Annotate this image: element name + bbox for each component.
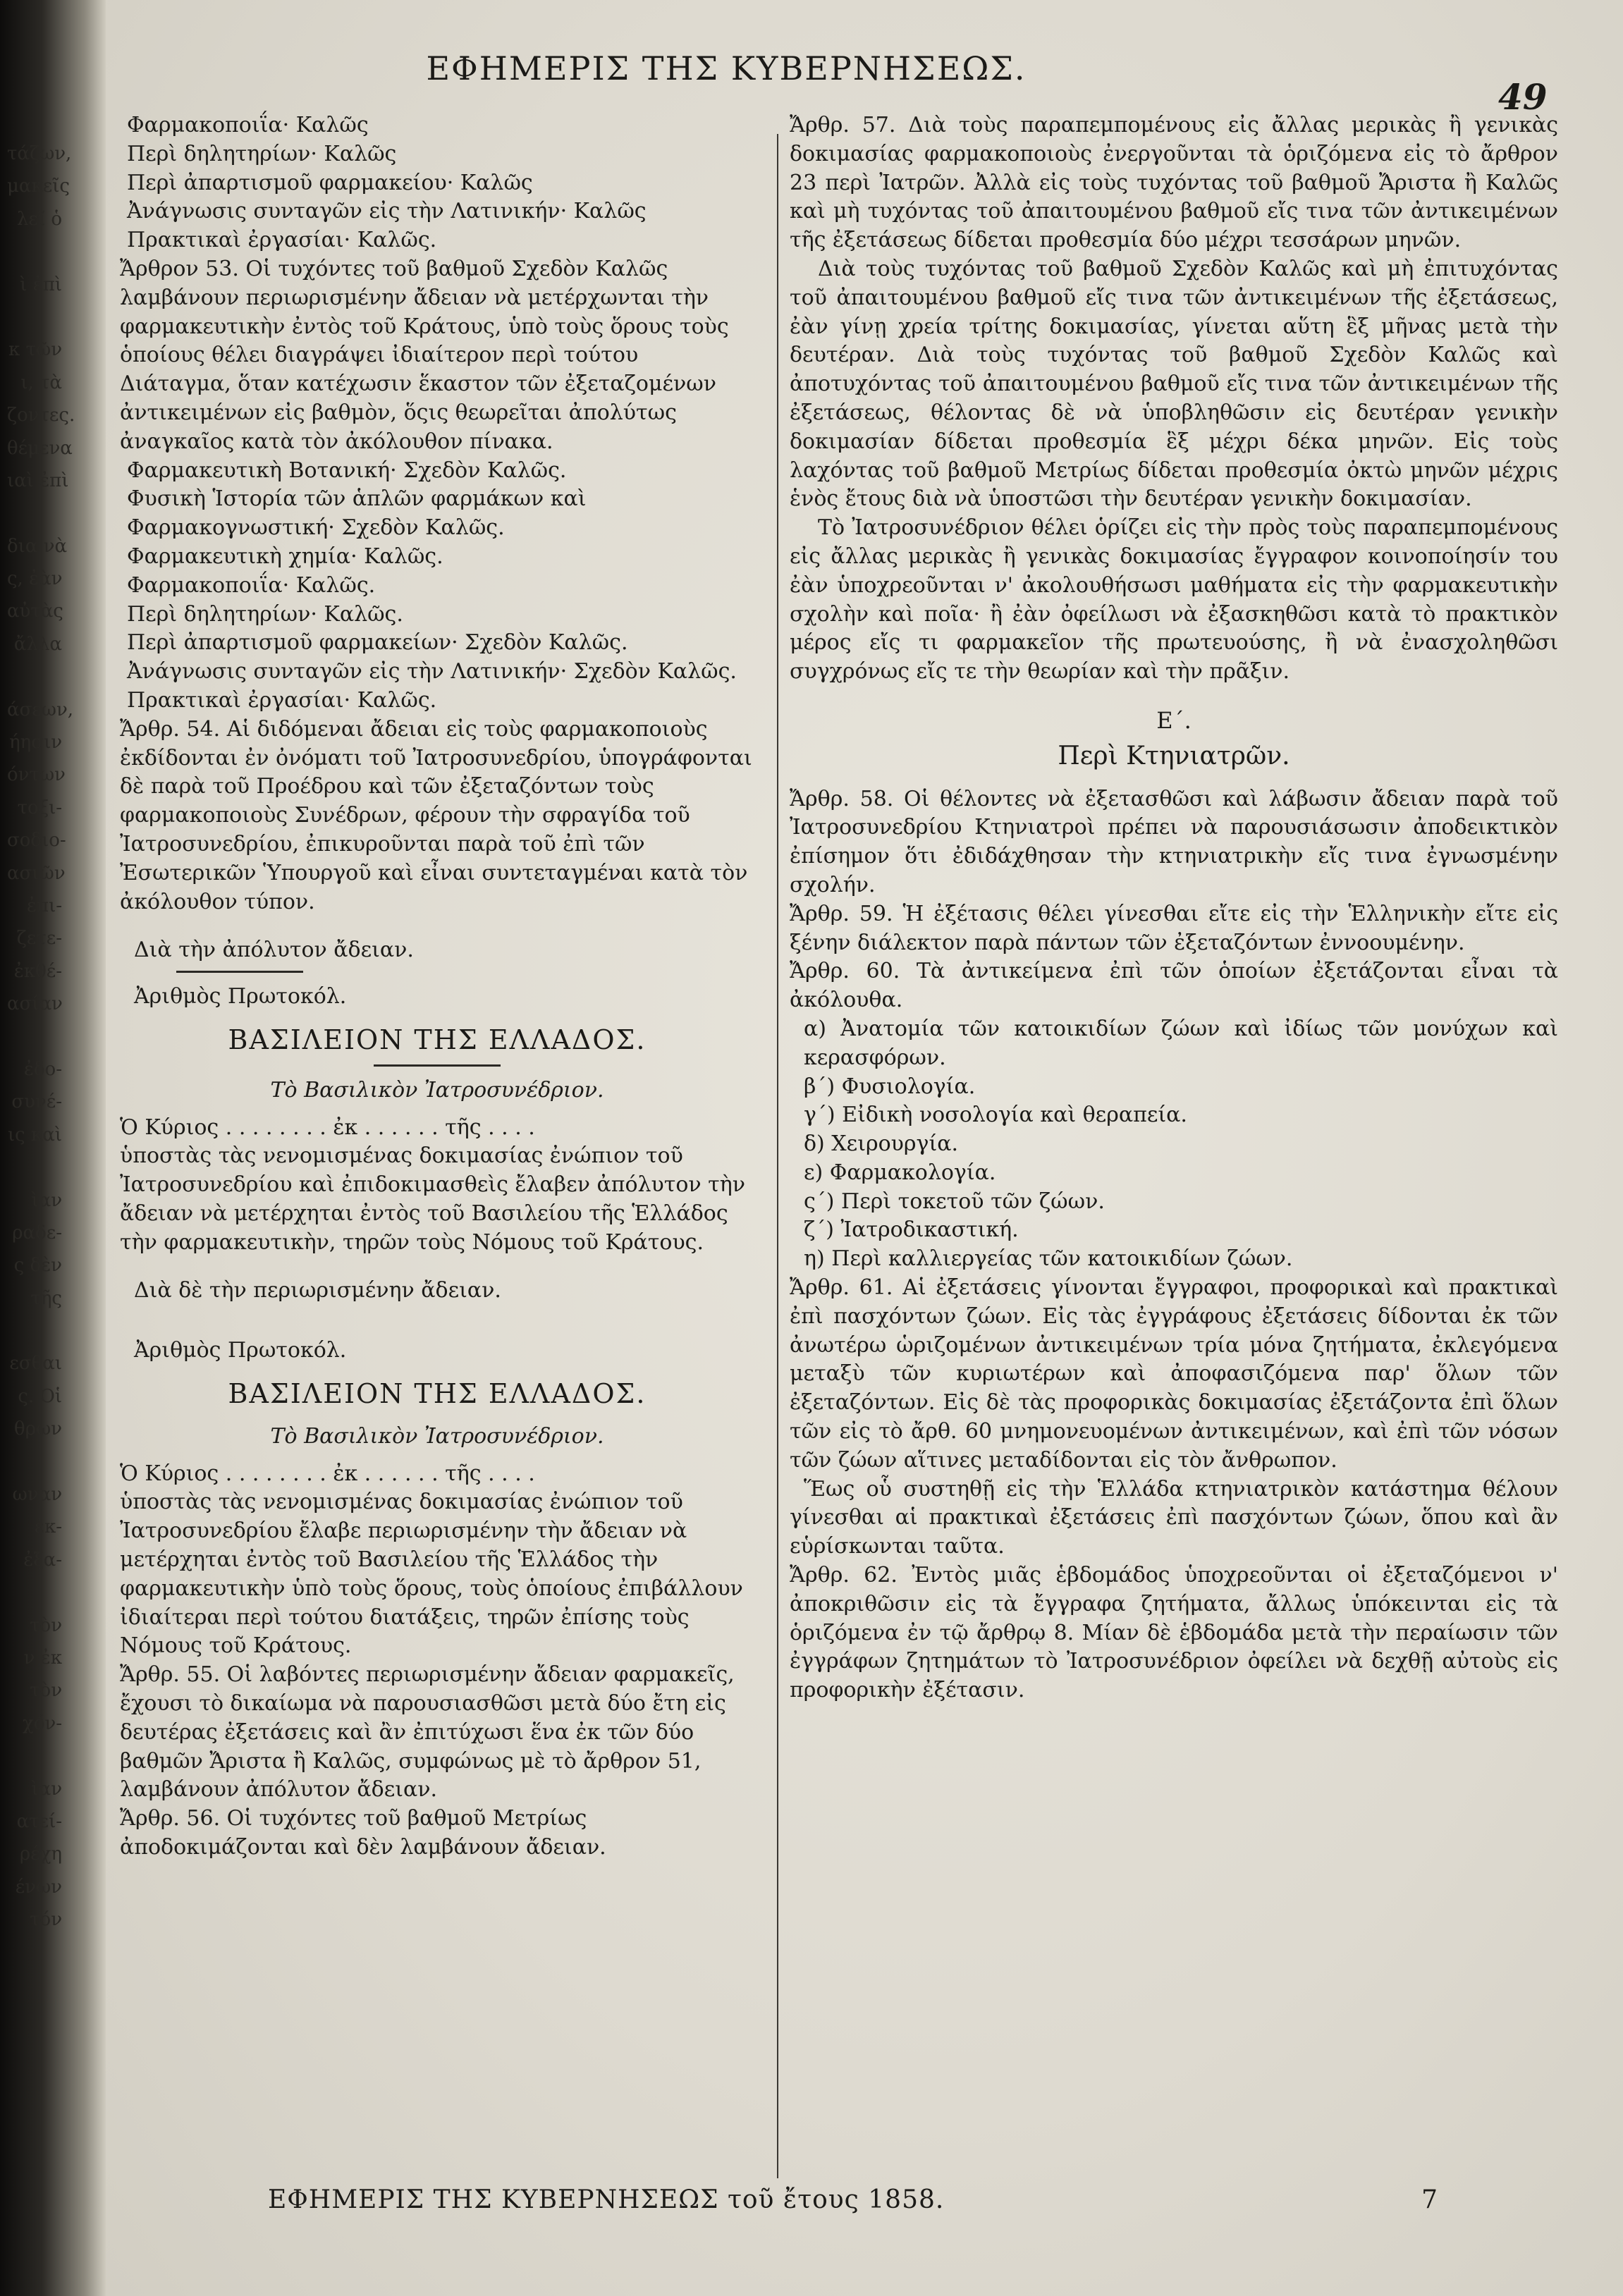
gutter-fragment: ις καὶ — [7, 1124, 62, 1146]
column-divider — [777, 134, 778, 2178]
left-column — [120, 111, 754, 1862]
gutter-fragment: τάζων, — [7, 143, 72, 164]
form2-council: Τὸ Βασιλικὸν Ἰατροσυνέδριον. — [270, 1423, 604, 1449]
page-number: 49 — [1498, 76, 1548, 118]
gutter-fragment: ὶ ἐπὶ — [20, 274, 62, 295]
gutter-fragment: όντων — [7, 764, 66, 786]
subject-item: ε) Φαρμακολογία. — [804, 1160, 996, 1185]
gutter-fragment: ς, ἐὰν — [7, 568, 63, 590]
sheet-number: 7 — [1421, 2185, 1438, 2214]
article-54: Ἄρθρ. 54. Αἱ διδόμεναι ἄδειαι εἰς τοὺς φαρμακοποιοὺς ἐκδίδονται ἐν ὀνόματι τοῦ Ἰατροσυνεδρίου, ὑπογράφονται δὲ παρὰ τοῦ Προέδρου καὶ τῶν ἐξεταζόντων τοὺς φαρμακοποιοὺς Συνέδρων, φέρουν τὴν σφραγίδα τοῦ Ἰατροσυνεδρίου, ἐπικυροῦνται παρὰ τοῦ ἐπὶ τῶν Ἐσωτερικῶν Ὑπουργοῦ καὶ εἶναι συντεταγμέναι κατὰ τὸν ἀκόλουθον τύπον. — [120, 716, 752, 914]
subject-item: γ΄) Εἰδικὴ νοσολογία καὶ θεραπεία. — [804, 1103, 1187, 1128]
article-57-third-paragraph: Τὸ Ἰατροσυνέδριον θέλει ὁρίζει εἰς τὴν πρὸς τοὺς παραπεμπομένους εἰς ἄλλας μερικὰς ἢ γενικὰς δοκιμασίας ἔγγραφον κοινοποίησίν του ἐὰν ὑποχρεοῦνται ν' ἀκολουθήσωσι μαθήματα εἰς τὴν φαρμακευτικὴν σχολὴν καὶ ποῖα· ἢ ἐὰν ὀφείλωσι νὰ ἐξασκηθῶσι κατὰ τὸ πρακτικὸν μέρος εἴς τι φαρμακεῖον τῆς πρωτευούσης, ἢ νὰ ἐνασχοληθῶσι συγχρόνως εἴς τε τὴν θεωρίαν καὶ τὴν πρᾶξιν. — [790, 515, 1558, 684]
section-title: Περὶ Κτηνιατρῶν. — [1058, 741, 1290, 771]
gutter-fragment: εσθαι — [9, 1353, 62, 1375]
gutter-fragment: ἐκ- — [35, 1516, 62, 1538]
article-58: Ἄρθρ. 58. Οἱ θέλοντες νὰ ἐξετασθῶσι καὶ λάβωσιν ἄδειαν παρὰ τοῦ Ἰατροσυνεδρίου Κτηνιατροὶ πρέπει νὰ παρουσιάσωσιν ἀποδεικτικὸν ἐπίσημον ὅτι ἐδιδάχθησαν τὴν κτηνιατρικὴν εἴς τινα ἐγνωσμένην σχολήν. — [790, 786, 1558, 897]
grade-line: Πρακτικαὶ ἐργασίαι· Καλῶς. — [127, 687, 437, 713]
gutter-fragment — [7, 1576, 62, 1609]
gutter-fragment: ἐκθέ- — [13, 960, 62, 982]
gutter-fragment: ιαὶ ἐπὶ — [7, 469, 69, 491]
gutter-fragment: τοξι- — [17, 797, 62, 818]
gutter-fragment: ὶαν — [31, 1778, 62, 1800]
gutter-fragment: ατεί- — [16, 1810, 62, 1832]
gutter-fragment: δια νὰ — [7, 535, 68, 557]
gutter-fragment — [7, 661, 62, 693]
gutter-fragment: ασιῶν — [7, 862, 66, 884]
gutter-fragment: ὶαν — [31, 1189, 62, 1211]
gutter-fragment: ς. Οἱ — [18, 1385, 62, 1407]
gutter-fragment: ζοντες. — [7, 405, 75, 426]
gutter-fragment: ασίαν — [7, 993, 63, 1015]
book-gutter — [0, 0, 106, 2296]
grade-line: Περὶ δηλητηρίων· Καλῶς. — [127, 601, 403, 627]
article-62: Ἄρθρ. 62. Ἐντὸς μιᾶς ἑβδομάδος ὑποχρεοῦνται οἱ ἐξεταζόμενοι ν' ἀποκριθῶσιν εἰς τὰ ἔγγραφα ζητήματα, ἄλλως ὑπόκεινται εἰς τὰ ὁριζόμενα ἐν τῷ ἄρθρῳ 8. Μίαν δὲ ἑβδομάδα μετὰ τὴν περαίωσιν τῶν ἐγγράφων ζητημάτων τὸ Ἰατροσυνέδριον ὀφείλει νὰ δεχθῇ αὐτοὺς εἰς προφορικὴν ἐξέτασιν. — [790, 1563, 1558, 1703]
right-column — [790, 111, 1558, 1705]
gutter-fragment: ς δὲν — [13, 1255, 62, 1277]
grade-line: Ἀνάγνωσις συνταγῶν εἰς τὴν Λατινικήν· Καλῶς — [127, 199, 647, 224]
subject-item: α) Ἀνατομία τῶν κατοικιδίων ζώων καὶ ἰδίως τῶν μονύχων καὶ κερασφόρων. — [804, 1016, 1558, 1070]
gutter-fragment: συνέ- — [11, 1091, 62, 1113]
article-60: Ἄρθρ. 60. Τὰ ἀντικείμενα ἐπὶ τῶν ὁποίων ἐξετάζονται εἶναι τὰ ἀκόλουθα. — [790, 959, 1558, 1013]
grade-line: Φαρμακευτικὴ χημία· Καλῶς. — [127, 544, 443, 569]
gutter-fragment — [7, 497, 62, 529]
form2-blank-line: Ὁ Κύριος . . . . . . . . ἐκ . . . . . . τῆς . . . . — [120, 1461, 535, 1486]
gutter-fragment: ἐδο- — [23, 1058, 62, 1080]
article-55: Ἄρθρ. 55. Οἱ λαβόντες περιωρισμένην ἄδειαν φαρμακεῖς, ἔχουσι τὸ δικαίωμα νὰ παρουσιασθῶσι μετὰ δύο ἔτη εἰς δευτέρας ἐξετάσεις καὶ ἂν ἐπιτύχωσι ἕνα ἐκ τῶν δύο βαθμῶν Ἄριστα ἢ Καλῶς, συμφώνως μὲ τὸ ἄρθρον 51, λαμβάνουν ἀπόλυτον ἄδειαν. — [120, 1662, 735, 1803]
gutter-fragment: ν ἐκ — [23, 1647, 62, 1669]
gutter-fragment: τῆς — [30, 1287, 62, 1309]
article-61: Ἄρθρ. 61. Αἱ ἐξετάσεις γίνονται ἔγγραφοι, προφορικαὶ καὶ πρακτικαὶ ἐπὶ πασχόντων ζώων. Εἰς τὰς ἐγγράφους ἐξετάσεις δίδονται ἐκ τῶν ἀνωτέρω ὡριζομένων ἀντικειμένων τρία μόνα ζητήματα, ἐκλεγόμενα μεταξὺ τῶν κυριωτέρων καὶ ἀποφασιζόμενα παρ' ὅλων τῶν ἐξεταζόντων. Εἰς δὲ τὰς προφορικὰς δοκιμασίας ἐξετάζοντα ἐπὶ ὅλων τῶν εἰς τὸ ἄρθ. 60 μνημονευομένων ἀντικειμένων, καὶ ἐπὶ τῶν νόσων τῶν ζώων αἵτινες μεταδίδονται εἰς τὸν ἄνθρωπον. — [790, 1275, 1558, 1473]
article-56: Ἄρθρ. 56. Οἱ τυχόντες τοῦ βαθμοῦ Μετρίως ἀποδοκιμάζονται καὶ δὲν λαμβάνουν ἄδειαν. — [120, 1806, 606, 1860]
gutter-fragment — [7, 1151, 62, 1184]
gutter-fragment: τὸν — [30, 1614, 62, 1636]
gutter-fragment: λεῖ ὁ — [16, 208, 62, 230]
form2-title: Διὰ δὲ τὴν περιωρισμένην ἄδειαν. — [134, 1278, 501, 1303]
subjects-list — [790, 1015, 1558, 1274]
subject-item: ς΄) Περὶ τοκετοῦ τῶν ζώων. — [804, 1189, 1105, 1214]
grade-line: Φαρμακοποιΐα· Καλῶς. — [127, 572, 376, 598]
grade-line: Φαρμακευτικὴ Βοτανική· Σχεδὸν Καλῶς. — [127, 458, 567, 483]
gutter-fragment: τὸν — [30, 1680, 62, 1702]
subject-item: β΄) Φυσιολογία. — [804, 1074, 976, 1099]
section-letter: Ε΄. — [1156, 706, 1192, 734]
running-title: ΕΦΗΜΕΡΙΣ ΤΗΣ ΚΥΒΕΡΝΗΣΕΩΣ. — [426, 49, 1027, 87]
gutter-fragment: ραδε- — [12, 1222, 62, 1244]
gutter-fragment — [7, 1315, 62, 1347]
gutter-fragment: τόν — [30, 1909, 62, 1931]
form1-kingdom: ΒΑΣΙΛΕΙΟΝ ΤΗΣ ΕΛΛΑΔΟΣ. — [228, 1024, 647, 1055]
gutter-fragment: θέμενα — [7, 437, 73, 459]
gutter-fragment: ήησιν — [9, 732, 62, 754]
article-53: Ἄρθρον 53. Οἱ τυχόντες τοῦ βαθμοῦ Σχεδὸν Καλῶς λαμβάνουν περιωρισμένην ἄδειαν νὰ μετέρχωνται τὴν φαρμακευτικὴν ἐντὸς τοῦ Κράτους, ὑπὸ τοὺς ὅρους τοὺς ὁποίους θέλει διαγράψει ἰδιαίτερον περὶ τούτου Διάταγμα, ὅταν κατέχωσιν ἕκαστον τῶν ἐξεταζομένων ἀντικειμένων εἰς βαθμὸν, ὅςις θεωρεῖται ἀπολύτως ἀναγκαῖος κατὰ τὸν ἀκόλουθον πίνακα. — [120, 256, 729, 454]
gutter-fragment: ἐξα- — [23, 1549, 62, 1571]
divider-rule — [374, 1064, 501, 1067]
subject-item: δ) Χειρουργία. — [804, 1131, 959, 1157]
form1-protocol: Ἀριθμὸς Πρωτοκόλ. — [134, 984, 347, 1009]
form1-body: ὑποστὰς τὰς νενομισμένας δοκιμασίας ἐνώπιον τοῦ Ἰατροσυνεδρίου καὶ ἐπιδοκιμασθεὶς ἔλαβεν ἀπόλυτον τὴν ἄδειαν νὰ μετέρχηται ἐντὸς τοῦ Βασιλείου τῆς Ἑλλάδος τὴν φαρμακευτικὴν, τηρῶν τοὺς Νόμους τοῦ Κράτους. — [120, 1143, 745, 1255]
footer-title: ΕΦΗΜΕΡΙΣ ΤΗΣ ΚΥΒΕΡΝΗΣΕΩΣ τοῦ ἔτους 1858. — [268, 2185, 945, 2214]
grade-line: Περὶ δηλητηρίων· Καλῶς — [127, 141, 397, 166]
gutter-fragment: κ τῶν — [8, 339, 62, 361]
grade-line: Φαρμακοποιΐα· Καλῶς — [127, 113, 369, 137]
grades-list-a — [120, 111, 754, 255]
gutter-fragment — [7, 301, 62, 333]
gutter-fragment: ἄλλα — [13, 633, 62, 655]
subject-item: ζ΄) Ἰατροδικαστική. — [804, 1217, 1019, 1243]
gutter-fragment — [7, 1446, 62, 1478]
grade-line: Φυσικὴ Ἱστορία τῶν ἁπλῶν φαρμάκων καὶ Φαρμακογνωστική· Σχεδὸν Καλῶς. — [127, 486, 587, 541]
gutter-fragment — [7, 235, 62, 268]
form1-title: Διὰ τὴν ἀπόλυτον ἄδειαν. — [134, 938, 414, 963]
gutter-fragment: άσεων, — [7, 699, 74, 720]
gutter-fragment: ι, τὰ — [20, 372, 62, 393]
gutter-fragment: ἐπι- — [26, 895, 62, 916]
facing-page-fragments — [7, 137, 75, 1936]
form2-body: ὑποστὰς τὰς νενομισμένας δοκιμασίας ἐνώπιον τοῦ Ἰατροσυνεδρίου ἔλαβε περιωρισμένην τὴν ἄδειαν νὰ μετέρχηται ἐντὸς τοῦ Βασιλείου τῆς Ἑλλάδος τὴν φαρμακευτικὴν ὑπὸ τοὺς ὅρους, τοὺς ὁποίους ἐπιβάλλουν ἰδιαίτεραι περὶ τούτου διατάξεις, τηρῶν ἐπίσης τοὺς Νόμους τοῦ Κράτους. — [120, 1490, 743, 1659]
gutter-fragment: ζετε- — [16, 928, 62, 950]
article-61-second-paragraph: Ἕως οὗ συστηθῇ εἰς τὴν Ἑλλάδα κτηνιατρικὸν κατάστημα θέλουν γίνεσθαι αἱ πρακτικαὶ ἐξετάσεις ἐπὶ πασχόντων ζώων, ὅπου καὶ ἂν εὑρίσκωνται ταῦτα. — [790, 1476, 1558, 1559]
divider-rule — [176, 971, 303, 973]
subject-item: η) Περὶ καλλιεργείας τῶν κατοικιδίων ζώων. — [804, 1246, 1293, 1272]
form1-blank-line: Ὁ Κύριος . . . . . . . . ἐκ . . . . . . τῆς . . . . — [120, 1115, 535, 1140]
gutter-fragment: θρων — [14, 1418, 62, 1440]
grade-line: Πρακτικαὶ ἐργασίαι· Καλῶς. — [127, 228, 437, 253]
gutter-fragment: μακεῖς — [7, 176, 70, 197]
gutter-fragment — [7, 1021, 62, 1053]
gutter-fragment: ρέχη — [19, 1843, 62, 1865]
gutter-fragment: αὐτὰς — [7, 601, 63, 622]
grades-list-b — [120, 457, 754, 716]
grade-line: Περὶ ἀπαρτισμοῦ φαρμακείου· Καλῶς — [127, 170, 533, 195]
gutter-fragment: σοδιο- — [7, 830, 66, 852]
article-59: Ἄρθρ. 59. Ἡ ἐξέτασις θέλει γίνεσθαι εἴτε εἰς τὴν Ἑλληνικὴν εἴτε εἰς ξένην διάλεκτον παρὰ πάντων τῶν ἐξεταζόντων ἐννοουμένην. — [790, 901, 1558, 955]
grade-line: Περὶ ἀπαρτισμοῦ φαρμακείων· Σχεδὸν Καλῶς. — [127, 630, 628, 656]
article-57-second-paragraph: Διὰ τοὺς τυχόντας τοῦ βαθμοῦ Σχεδὸν Καλῶς καὶ μὴ ἐπιτυχόντας τοῦ ἀπαιτουμένου βαθμοῦ εἴς τινα τῶν ἀντικειμένων τῆς ἐξετάσεως, ἐὰν γίνῃ χρεία τρίτης δοκιμασίας, γίνεται αὕτη ἓξ μῆνας μετὰ τὴν δευτέραν. Διὰ τοὺς τυχόντας τοῦ βαθμοῦ Σχεδὸν Καλῶς καὶ ἀποτυχόντας τοῦ ἀπαιτουμένου βαθμοῦ εἴς τινα τῶν ἀντικειμένων τῆς ἐξετάσεως, θέλοντας δὲ νὰ ὑποβληθῶσιν εἰς δευτέραν γενικὴν δοκιμασίαν δίδεται προθεσμία ἓξ μέχρι δέκα μηνῶν. Εἰς τοὺς λαχόντας τοῦ βαθμοῦ Μετρίως δίδεται προθεσμία ὀκτὼ μηνῶν μέχρις ἑνὸς ἔτους διὰ νὰ ὑποστῶσι τὴν δευτέραν γενικὴν δοκιμασίαν. — [790, 256, 1558, 512]
gutter-fragment — [7, 1740, 62, 1772]
form1-council: Τὸ Βασιλικὸν Ἰατροσυνέδριον. — [270, 1077, 604, 1103]
form2-protocol: Ἀριθμὸς Πρωτοκόλ. — [134, 1338, 347, 1363]
gutter-fragment: ωναν — [12, 1484, 62, 1506]
gutter-fragment: ένων — [15, 1876, 62, 1898]
grade-line: Ἀνάγνωσις συνταγῶν εἰς τὴν Λατινικήν· Σχεδὸν Καλῶς. — [127, 659, 737, 684]
gutter-fragment: χόν- — [23, 1712, 62, 1734]
article-57: Ἄρθρ. 57. Διὰ τοὺς παραπεμπομένους εἰς ἄλλας μερικὰς ἢ γενικὰς δοκιμασίας φαρμακοποιοὺς ἐνεργοῦνται τὰ ὁριζόμενα εἰς τὸ ἄρθρον 23 περὶ Ἰατρῶν. Ἀλλὰ εἰς τοὺς τυχόντας τοῦ βαθμοῦ Ἄριστα ἢ Καλῶς καὶ μὴ τυχόντας τοῦ ἀπαιτουμένου βαθμοῦ εἴς τινα τῶν ἀντικειμένων τῆς ἐξετάσεως δίδεται προθεσμία δύο μέχρι τεσσάρων μηνῶν. — [790, 113, 1558, 253]
form2-kingdom: ΒΑΣΙΛΕΙΟΝ ΤΗΣ ΕΛΛΑΔΟΣ. — [228, 1378, 647, 1410]
page-footer — [268, 2185, 1438, 2214]
